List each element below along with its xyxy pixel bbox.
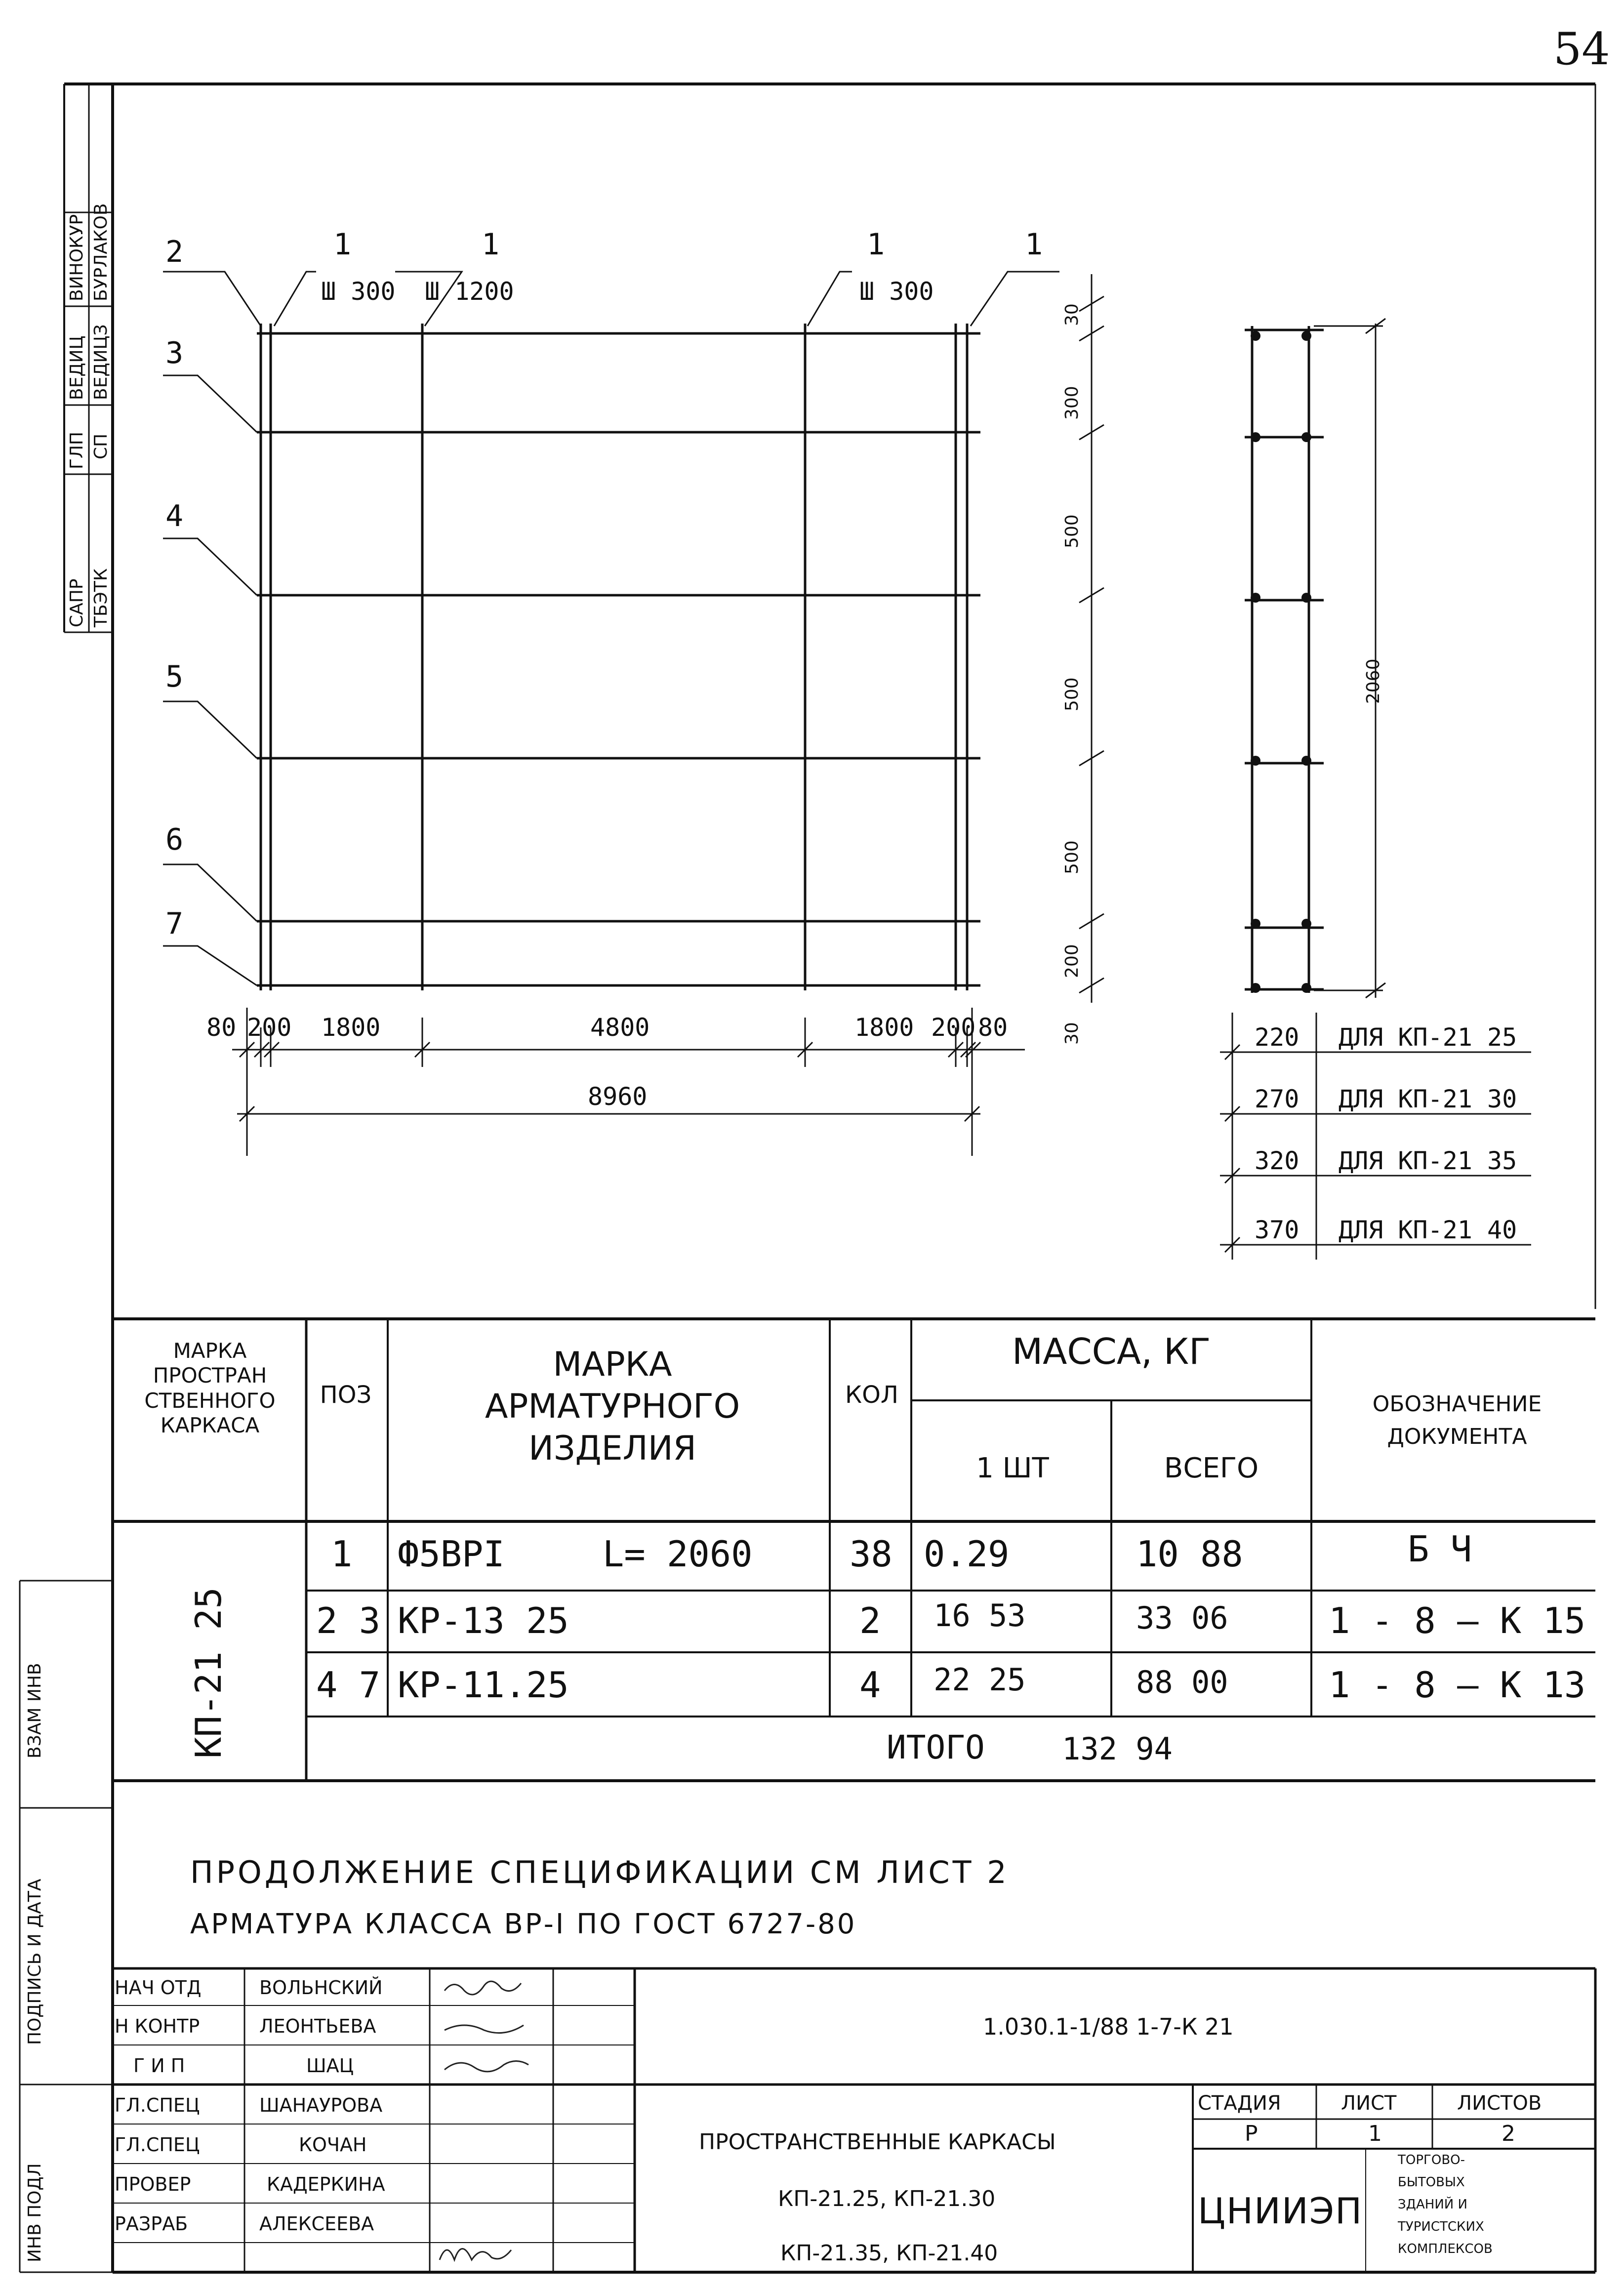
col-header-pos: ПОЗ: [320, 1381, 372, 1409]
leader-1a-note: Ш 300: [321, 277, 396, 306]
width-370-label: ДЛЯ КП-21 40: [1339, 1216, 1517, 1244]
title-line-1: ПРОСТРАНСТВЕННЫЕ КАРКАСЫ: [699, 2129, 1056, 2155]
width-320-label: ДЛЯ КП-21 35: [1339, 1146, 1517, 1175]
vdim-300: 300: [1062, 386, 1082, 420]
hdim-80-right: 80: [978, 1013, 1008, 1042]
width-370: 370: [1255, 1216, 1299, 1244]
col-header-document: ОБОЗНАЧЕНИЕ ДОКУМЕНТА: [1372, 1391, 1542, 1449]
col-header-frame-mark: МАРКА ПРОСТРАН СТВЕННОГО КАРКАСА: [144, 1339, 276, 1438]
org-sub-2: БЫТОВЫХ: [1398, 2175, 1465, 2190]
row3-mark: КР-11.25: [398, 1664, 569, 1706]
row1-qty: 38: [850, 1533, 893, 1575]
row2-qty: 2: [859, 1600, 881, 1641]
org-sub-5: КОМПЛЕКСОВ: [1398, 2242, 1493, 2256]
leader-6: 6: [165, 822, 184, 857]
col-header-mass-total: ВСЕГО: [1164, 1452, 1259, 1484]
stamp-label-vzam-inv: ВЗАМ ИНВ: [25, 1663, 45, 1758]
vdim-500-c: 500: [1062, 840, 1082, 874]
stage-label: СТАДИЯ: [1198, 2092, 1281, 2115]
col-header-mass: МАССА, КГ: [1012, 1331, 1211, 1372]
name-2: ШАЦ: [306, 2055, 354, 2077]
hdim-80-left: 80: [206, 1013, 237, 1042]
row1-mark: Ф5ВРI: [398, 1533, 505, 1575]
sheet-value: 1: [1368, 2121, 1382, 2146]
leader-1b: 1: [482, 227, 500, 262]
width-220-label: ДЛЯ КП-21 25: [1339, 1023, 1517, 1052]
leader-1d: 1: [1025, 227, 1043, 262]
stamp-value-sp: СП: [91, 433, 111, 459]
col-header-product-mark: МАРКА АРМАТУРНОГО ИЗДЕЛИЯ: [485, 1345, 740, 1468]
leader-1b-note: Ш 1200: [425, 277, 514, 306]
leader-1c-note: Ш 300: [859, 277, 934, 306]
note-continuation: ПРОДОЛЖЕНИЕ СПЕЦИФИКАЦИИ СМ ЛИСТ 2: [190, 1854, 1010, 1890]
stamp-value-tbetk: ТБЭТК: [91, 568, 111, 627]
leader-1c: 1: [867, 227, 885, 262]
role-0: НАЧ ОТД: [115, 1977, 202, 1999]
row2-doc: 1 - 8 — К 15: [1329, 1600, 1586, 1641]
role-5: ПРОВЕР: [115, 2173, 191, 2195]
col-header-qty: КОЛ: [845, 1381, 898, 1409]
hdim-200-right: 200: [931, 1013, 976, 1042]
stamp-label-sapr: САПР: [67, 578, 87, 627]
row3-pos: 4 7: [316, 1664, 381, 1706]
hdim-4800: 4800: [590, 1013, 650, 1042]
row2-pos: 2 3: [316, 1600, 381, 1641]
hdim-200-left: 200: [247, 1013, 292, 1042]
name-0: ВОЛЬНСКИЙ: [259, 1977, 383, 1999]
row1-mass-one: 0.29: [924, 1533, 1010, 1575]
leader-1a: 1: [333, 227, 352, 262]
frame-mark-value: КП-21 25: [188, 1587, 229, 1758]
hdim-1800-left: 1800: [321, 1013, 381, 1042]
name-5: КАДЕРКИНА: [267, 2173, 385, 2195]
org-name: ЦНИИЭП: [1198, 2190, 1363, 2232]
sheets-label: ЛИСТОВ: [1457, 2092, 1542, 2115]
col-header-mass-one: 1 ШТ: [976, 1452, 1049, 1484]
row3-qty: 4: [859, 1664, 881, 1706]
total-value: 132 94: [1062, 1731, 1173, 1767]
stamp-value-burlakov: БУРЛАКОВ: [91, 203, 111, 301]
stamp-value-veditsz: ВЕДИЦЗ: [91, 324, 111, 400]
sheets-value: 2: [1502, 2121, 1515, 2146]
row2-mass-total: 33 06: [1136, 1600, 1228, 1636]
name-3: ШАНАУРОВА: [259, 2094, 383, 2116]
role-3: ГЛ.СПЕЦ: [115, 2094, 200, 2116]
leader-3: 3: [165, 336, 184, 370]
name-6: АЛЕКСЕЕВА: [259, 2213, 374, 2235]
stage-value: Р: [1245, 2121, 1258, 2146]
width-270: 270: [1255, 1085, 1299, 1113]
leader-2: 2: [165, 235, 184, 269]
vdim-500-b: 500: [1062, 677, 1082, 711]
org-sub-1: ТОРГОВО-: [1398, 2153, 1465, 2167]
row1-doc: Б Ч: [1408, 1528, 1472, 1570]
width-220: 220: [1255, 1023, 1299, 1052]
leader-7: 7: [165, 906, 184, 941]
row2-mark: КР-13 25: [398, 1600, 569, 1641]
stamp-label-vedits: ВЕДИЦ: [67, 335, 87, 400]
total-label: ИТОГО: [887, 1728, 985, 1766]
row3-mass-one: 22 25: [934, 1662, 1026, 1698]
page-number: 54: [1553, 23, 1610, 75]
vdim-500-a: 500: [1062, 514, 1082, 548]
row2-mass-one: 16 53: [934, 1597, 1026, 1634]
role-1: Н КОНТР: [115, 2015, 200, 2037]
org-sub-4: ТУРИСТСКИХ: [1398, 2219, 1484, 2234]
width-270-label: ДЛЯ КП-21 30: [1339, 1085, 1517, 1113]
signatures: [440, 1981, 528, 2260]
overall-width: 8960: [588, 1082, 648, 1111]
stamp-label-inv-podl: ИНВ ПОДЛ: [25, 2163, 45, 2262]
row3-doc: 1 - 8 — К 13: [1329, 1664, 1586, 1706]
stamp-label-vinokur: ВИНОКУР: [67, 214, 87, 301]
row1-pos: 1: [331, 1533, 353, 1575]
width-320: 320: [1255, 1146, 1299, 1175]
section-height: 2060: [1363, 658, 1383, 704]
role-6: РАЗРАБ: [115, 2213, 188, 2235]
vdim-200: 200: [1062, 944, 1082, 978]
row1-mass-total: 10 88: [1136, 1533, 1243, 1575]
org-sub-3: ЗДАНИЙ И: [1398, 2197, 1467, 2212]
title-line-2: КП-21.25, КП-21.30: [778, 2186, 996, 2211]
row3-mass-total: 88 00: [1136, 1664, 1228, 1700]
sheet-label: ЛИСТ: [1341, 2092, 1397, 2115]
doc-code: 1.030.1-1/88 1-7-К 21: [983, 2013, 1234, 2040]
hdim-1800-right: 1800: [854, 1013, 914, 1042]
leader-4: 4: [165, 499, 184, 533]
vdim-30-bottom: 30: [1062, 1022, 1082, 1045]
row1-length: L= 2060: [603, 1533, 753, 1575]
stamp-label-glp: ГЛП: [67, 431, 87, 469]
vdim-30-top: 30: [1062, 303, 1082, 326]
stamp-label-podpis-data: ПОДПИСЬ И ДАТА: [25, 1879, 45, 2045]
role-4: ГЛ.СПЕЦ: [115, 2134, 200, 2156]
note-rebar-class: АРМАТУРА КЛАССА ВР-I ПО ГОСТ 6727-80: [190, 1908, 857, 1940]
name-4: КОЧАН: [299, 2134, 367, 2156]
role-2: Г И П: [133, 2055, 185, 2077]
name-1: ЛЕОНТЬЕВА: [259, 2015, 376, 2037]
leader-5: 5: [165, 659, 184, 694]
title-line-3: КП-21.35, КП-21.40: [780, 2241, 998, 2266]
